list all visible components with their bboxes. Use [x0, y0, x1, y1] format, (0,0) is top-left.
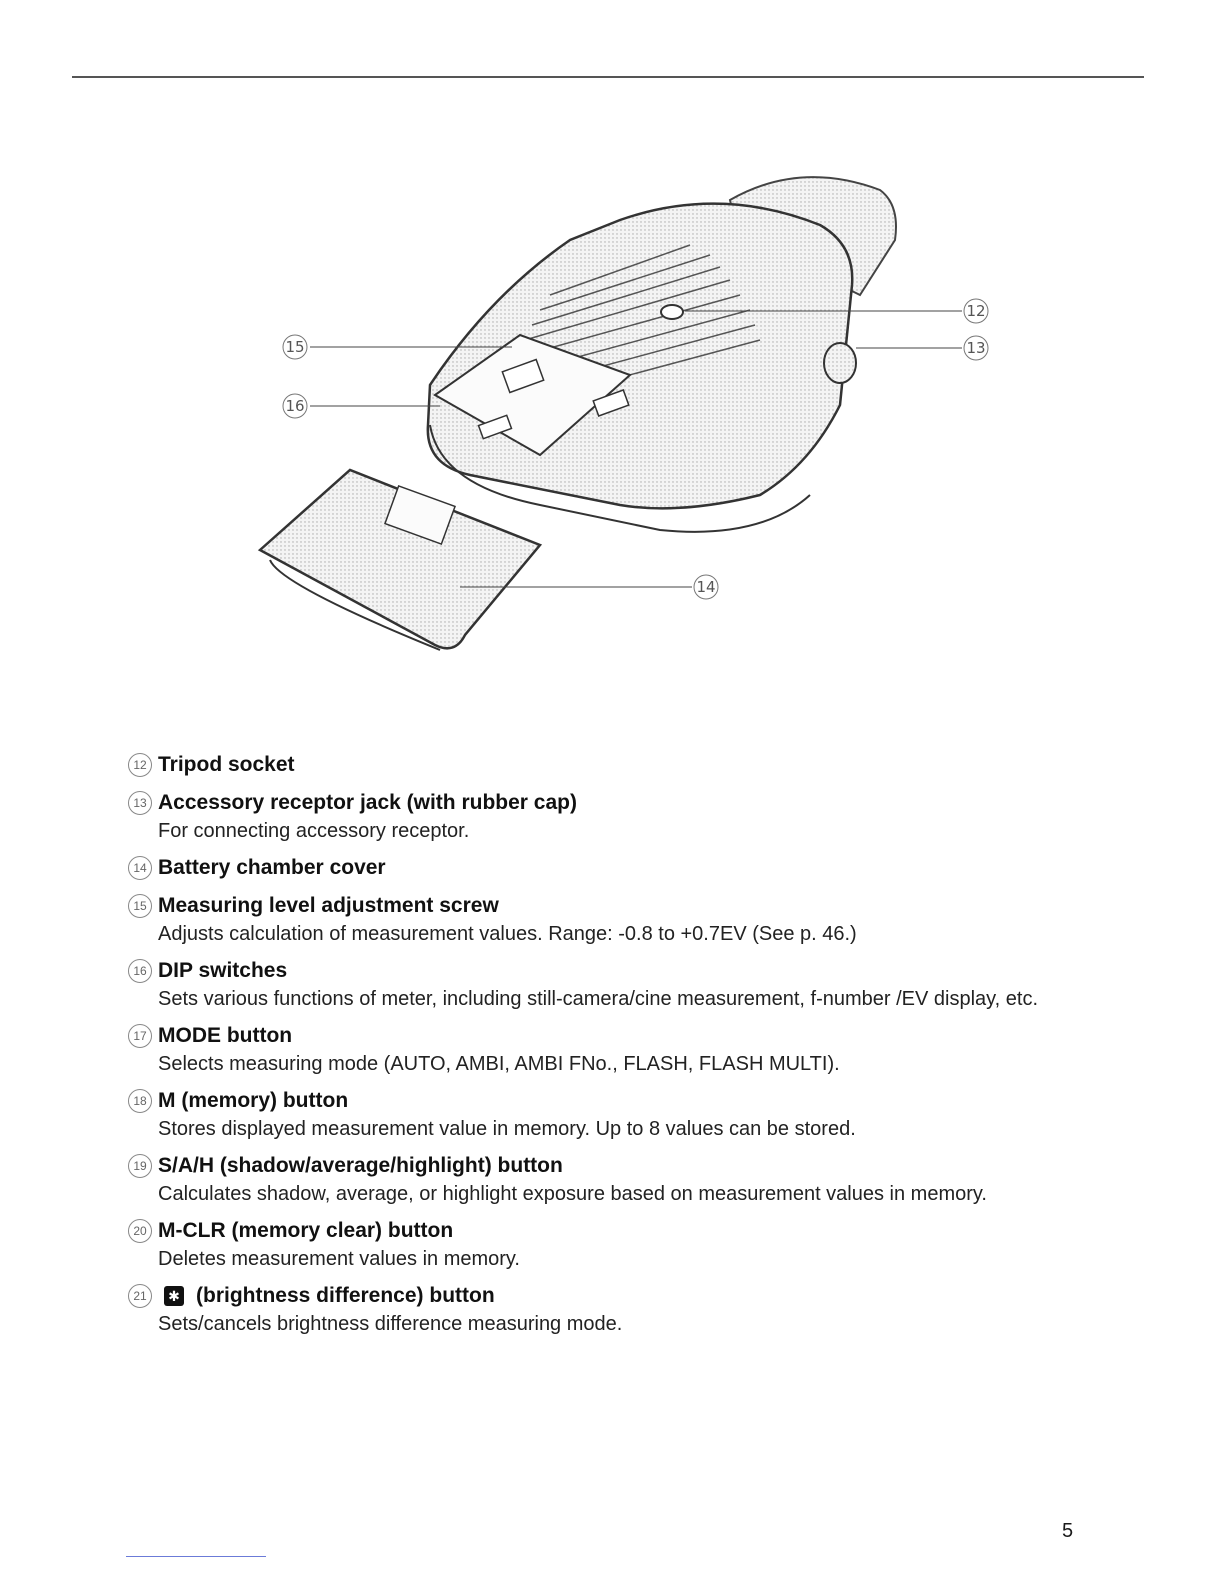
item-number: 19 — [128, 1154, 152, 1178]
light-meter-drawing — [240, 165, 1020, 665]
top-rule — [72, 76, 1144, 78]
item-description: Adjusts calculation of measurement values. Range: -0.8 to +0.7EV (See p. 46.) — [158, 923, 857, 945]
item-description: Calculates shadow, average, or highlight exposure based on measurement values in memory. — [158, 1183, 987, 1205]
list-item — [128, 853, 1108, 883]
parts-list — [128, 750, 1108, 1346]
brightness-difference-icon: ✱ — [164, 1286, 184, 1306]
item-description: Selects measuring mode (AUTO, AMBI, AMBI FNo., FLASH, FLASH MULTI). — [158, 1053, 840, 1075]
item-number: 16 — [128, 959, 152, 983]
item-description: Sets various functions of meter, including still-camera/cine measurement, f-number /EV display, etc. — [158, 988, 1039, 1010]
callout-14: 14 — [696, 578, 716, 596]
list-item — [128, 1281, 1108, 1338]
item-title: (brightness difference) button — [196, 1284, 495, 1307]
list-item — [128, 788, 1108, 845]
list-item — [128, 1151, 1108, 1208]
callout-12: 12 — [966, 302, 986, 320]
list-item — [128, 750, 1108, 780]
item-description: Deletes measurement values in memory. — [158, 1248, 520, 1270]
item-title: M-CLR (memory clear) button — [158, 1219, 454, 1242]
item-title: Battery chamber cover — [158, 856, 386, 879]
item-title: Tripod socket — [158, 753, 295, 776]
item-title: S/A/H (shadow/average/highlight) button — [158, 1154, 563, 1177]
item-number: 18 — [128, 1089, 152, 1113]
page-number: 5 — [1062, 1520, 1074, 1542]
item-description: Sets/cancels brightness difference measuring mode. — [158, 1313, 623, 1335]
item-title: MODE button — [158, 1024, 293, 1047]
item-title: Accessory receptor jack (with rubber cap) — [158, 791, 577, 814]
callout-13: 13 — [966, 339, 986, 357]
callout-16: 16 — [285, 397, 305, 415]
item-number: 17 — [128, 1024, 152, 1048]
item-title: DIP switches — [158, 959, 288, 982]
item-number: 21 — [128, 1284, 152, 1308]
light-meter-back-illustration — [240, 165, 1020, 665]
item-number: 20 — [128, 1219, 152, 1243]
list-item — [128, 1086, 1108, 1143]
item-number: 12 — [128, 753, 152, 777]
list-item — [128, 1216, 1108, 1273]
list-item — [128, 956, 1108, 1013]
item-number: 15 — [128, 894, 152, 918]
bottom-rule — [126, 1556, 266, 1557]
item-description: Stores displayed measurement value in memory. Up to 8 values can be stored. — [158, 1118, 856, 1140]
item-description: For connecting accessory receptor. — [158, 820, 470, 842]
item-number: 14 — [128, 856, 152, 880]
callout-15: 15 — [285, 338, 305, 356]
item-title: Measuring level adjustment screw — [158, 894, 499, 917]
list-item — [128, 891, 1108, 948]
item-number: 13 — [128, 791, 152, 815]
item-title: M (memory) button — [158, 1089, 349, 1112]
list-item — [128, 1021, 1108, 1078]
